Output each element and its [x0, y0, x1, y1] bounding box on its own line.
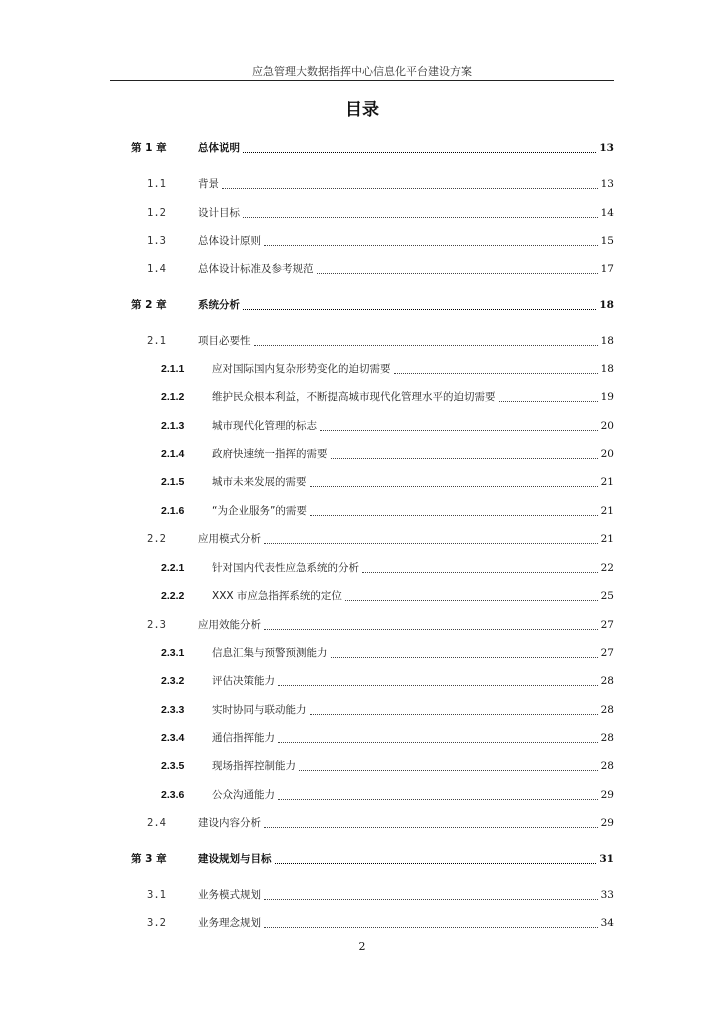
- toc-entry-label: 信息汇集与预警预测能力: [212, 647, 328, 659]
- toc-entry-page: 28: [600, 732, 614, 744]
- toc-entry[interactable]: [0, 297, 724, 313]
- toc-entry-label: 业务理念规划: [198, 917, 261, 929]
- toc-entry-number: 第 2 章: [131, 299, 167, 311]
- toc-entry-page: 22: [600, 562, 614, 574]
- dot-leader: [320, 429, 598, 431]
- dot-leader: [264, 628, 598, 630]
- dot-leader: [264, 826, 598, 828]
- dot-leader: [278, 798, 598, 800]
- toc-entry-page: 29: [600, 817, 614, 829]
- toc-entry-label: 城市现代化管理的标志: [212, 420, 317, 432]
- toc-entry-label: 评估决策能力: [212, 675, 275, 687]
- toc-entry-number: 3.1: [147, 889, 166, 901]
- toc-entry[interactable]: [0, 887, 724, 903]
- toc-entry-number: 2.3.2: [161, 675, 185, 687]
- toc-entry[interactable]: [0, 730, 724, 746]
- toc-entry-label: 现场指挥控制能力: [212, 760, 296, 772]
- toc-entry-number: 2.1.3: [161, 420, 185, 432]
- running-header: 应急管理大数据指挥中心信息化平台建设方案: [252, 65, 472, 78]
- toc-entry-number: 1.3: [147, 235, 166, 247]
- dot-leader: [264, 898, 598, 900]
- toc-entry-label: 总体说明: [198, 142, 240, 154]
- toc-entry[interactable]: [0, 617, 724, 633]
- toc-entry[interactable]: [0, 787, 724, 803]
- toc-entry-label: 系统分析: [198, 299, 240, 311]
- toc-entry-number: 1.4: [147, 263, 166, 275]
- toc-entry-page: 28: [600, 704, 614, 716]
- toc-entry-page: 18: [599, 299, 614, 311]
- toc-entry-page: 18: [600, 363, 614, 375]
- toc-entry-page: 18: [600, 335, 614, 347]
- toc-entry-label: “为企业服务”的需要: [212, 505, 307, 517]
- toc-entry-label: 政府快速统一指挥的需要: [212, 448, 328, 460]
- dot-leader: [345, 599, 598, 601]
- toc-entry-number: 2.2: [147, 533, 166, 545]
- toc-entry-page: 19: [600, 391, 614, 403]
- toc-entry-page: 27: [600, 647, 614, 659]
- toc-entry-label: 通信指挥能力: [212, 732, 275, 744]
- toc-entry[interactable]: [0, 560, 724, 576]
- toc-entry-label: 总体设计原则: [198, 235, 261, 247]
- toc-entry-number: 2.1.1: [161, 363, 185, 375]
- dot-leader: [254, 344, 598, 346]
- dot-leader: [310, 713, 598, 715]
- toc-entry-label: 项目必要性: [198, 335, 251, 347]
- toc-entry[interactable]: [0, 503, 724, 519]
- toc-entry[interactable]: [0, 418, 724, 434]
- dot-leader: [394, 372, 598, 374]
- toc-entry-number: 2.3.4: [161, 732, 185, 744]
- toc-entry-page: 20: [600, 420, 614, 432]
- toc-entry[interactable]: [0, 140, 724, 156]
- toc-entry[interactable]: [0, 645, 724, 661]
- toc-entry-label: 建设规划与目标: [198, 853, 272, 865]
- dot-leader: [275, 862, 596, 864]
- toc-entry-page: 29: [600, 789, 614, 801]
- toc-entry-page: 21: [600, 505, 614, 517]
- toc-entry-label: 背景: [198, 178, 219, 190]
- toc-entry[interactable]: [0, 815, 724, 831]
- dot-leader: [331, 457, 598, 459]
- toc-entry[interactable]: [0, 588, 724, 604]
- toc-entry-number: 2.3: [147, 619, 166, 631]
- toc-entry-page: 14: [600, 207, 614, 219]
- toc-entry-number: 2.2.2: [161, 590, 185, 602]
- dot-leader: [310, 485, 598, 487]
- toc-entry-page: 13: [599, 142, 614, 154]
- toc-entry-label: 公众沟通能力: [212, 789, 275, 801]
- toc-entry-number: 2.1.4: [161, 448, 185, 460]
- toc-entry-label: 应用效能分析: [198, 619, 261, 631]
- toc-entry-page: 34: [600, 917, 614, 929]
- dot-leader: [362, 571, 598, 573]
- toc-entry-number: 1.1: [147, 178, 166, 190]
- toc-entry-page: 31: [599, 853, 614, 865]
- toc-entry-number: 2.1.5: [161, 476, 185, 488]
- dot-leader: [222, 187, 598, 189]
- toc-entry-number: 2.1.6: [161, 505, 185, 517]
- toc-entry-page: 15: [600, 235, 614, 247]
- toc-entry-label: 业务模式规划: [198, 889, 261, 901]
- toc-entry-label: 实时协同与联动能力: [212, 704, 307, 716]
- toc-entry[interactable]: [0, 474, 724, 490]
- toc-entry-label: 维护民众根本利益，不断提高城市现代化管理水平的迫切需要: [212, 391, 496, 403]
- toc-entry-page: 17: [600, 263, 614, 275]
- toc-entry-page: 33: [600, 889, 614, 901]
- toc-entry[interactable]: [0, 233, 724, 249]
- toc-entry-number: 2.4: [147, 817, 166, 829]
- dot-leader: [243, 308, 596, 310]
- toc-entry[interactable]: [0, 446, 724, 462]
- toc-entry[interactable]: [0, 205, 724, 221]
- dot-leader: [499, 400, 598, 402]
- toc-entry-number: 2.2.1: [161, 562, 185, 574]
- toc-title: 目录: [345, 100, 379, 120]
- dot-leader: [243, 151, 596, 153]
- dot-leader: [331, 656, 598, 658]
- toc-entry-label: XXX 市应急指挥系统的定位: [212, 590, 342, 602]
- toc-entry-page: 25: [600, 590, 614, 602]
- toc-entry-page: 21: [600, 476, 614, 488]
- toc-entry[interactable]: [0, 261, 724, 277]
- toc-entry-label: 城市未来发展的需要: [212, 476, 307, 488]
- dot-leader: [310, 514, 598, 516]
- toc-entry-number: 第 3 章: [131, 853, 167, 865]
- toc-entry[interactable]: [0, 702, 724, 718]
- toc-entry-label: 针对国内代表性应急系统的分析: [212, 562, 359, 574]
- dot-leader: [264, 244, 598, 246]
- page-number: 2: [358, 940, 366, 953]
- toc-entry-number: 2.3.5: [161, 760, 185, 772]
- toc-entry-label: 建设内容分析: [198, 817, 261, 829]
- toc-entry-number: 3.2: [147, 917, 166, 929]
- toc-entry-number: 第 1 章: [131, 142, 167, 154]
- toc-entry-number: 2.3.3: [161, 704, 185, 716]
- toc-entry-label: 总体设计标准及参考规范: [198, 263, 314, 275]
- dot-leader: [264, 926, 598, 928]
- toc-entry[interactable]: [0, 531, 724, 547]
- toc-entry[interactable]: [0, 673, 724, 689]
- toc-entry-number: 2.1: [147, 335, 166, 347]
- toc-entry-page: 21: [600, 533, 614, 545]
- toc-entry[interactable]: [0, 176, 724, 192]
- toc-entry-number: 2.3.1: [161, 647, 185, 659]
- toc-entry-label: 设计目标: [198, 207, 240, 219]
- toc-entry[interactable]: [0, 361, 724, 377]
- toc-entry-number: 2.1.2: [161, 391, 185, 403]
- toc-entry-number: 2.3.6: [161, 789, 185, 801]
- toc-entry-number: 1.2: [147, 207, 166, 219]
- toc-entry[interactable]: [0, 915, 724, 931]
- dot-leader: [317, 272, 598, 274]
- dot-leader: [264, 542, 598, 544]
- toc-entry-label: 应用模式分析: [198, 533, 261, 545]
- toc-entry[interactable]: [0, 851, 724, 867]
- toc-entry[interactable]: [0, 389, 724, 405]
- toc-entry-page: 28: [600, 760, 614, 772]
- toc-entry[interactable]: [0, 333, 724, 349]
- dot-leader: [243, 216, 598, 218]
- toc-entry[interactable]: [0, 758, 724, 774]
- toc-entry-label: 应对国际国内复杂形势变化的迫切需要: [212, 363, 391, 375]
- toc-entry-page: 13: [600, 178, 614, 190]
- dot-leader: [278, 684, 598, 686]
- toc-entry-page: 27: [600, 619, 614, 631]
- dot-leader: [299, 769, 598, 771]
- toc-entry-page: 20: [600, 448, 614, 460]
- dot-leader: [278, 741, 598, 743]
- toc-entry-page: 28: [600, 675, 614, 687]
